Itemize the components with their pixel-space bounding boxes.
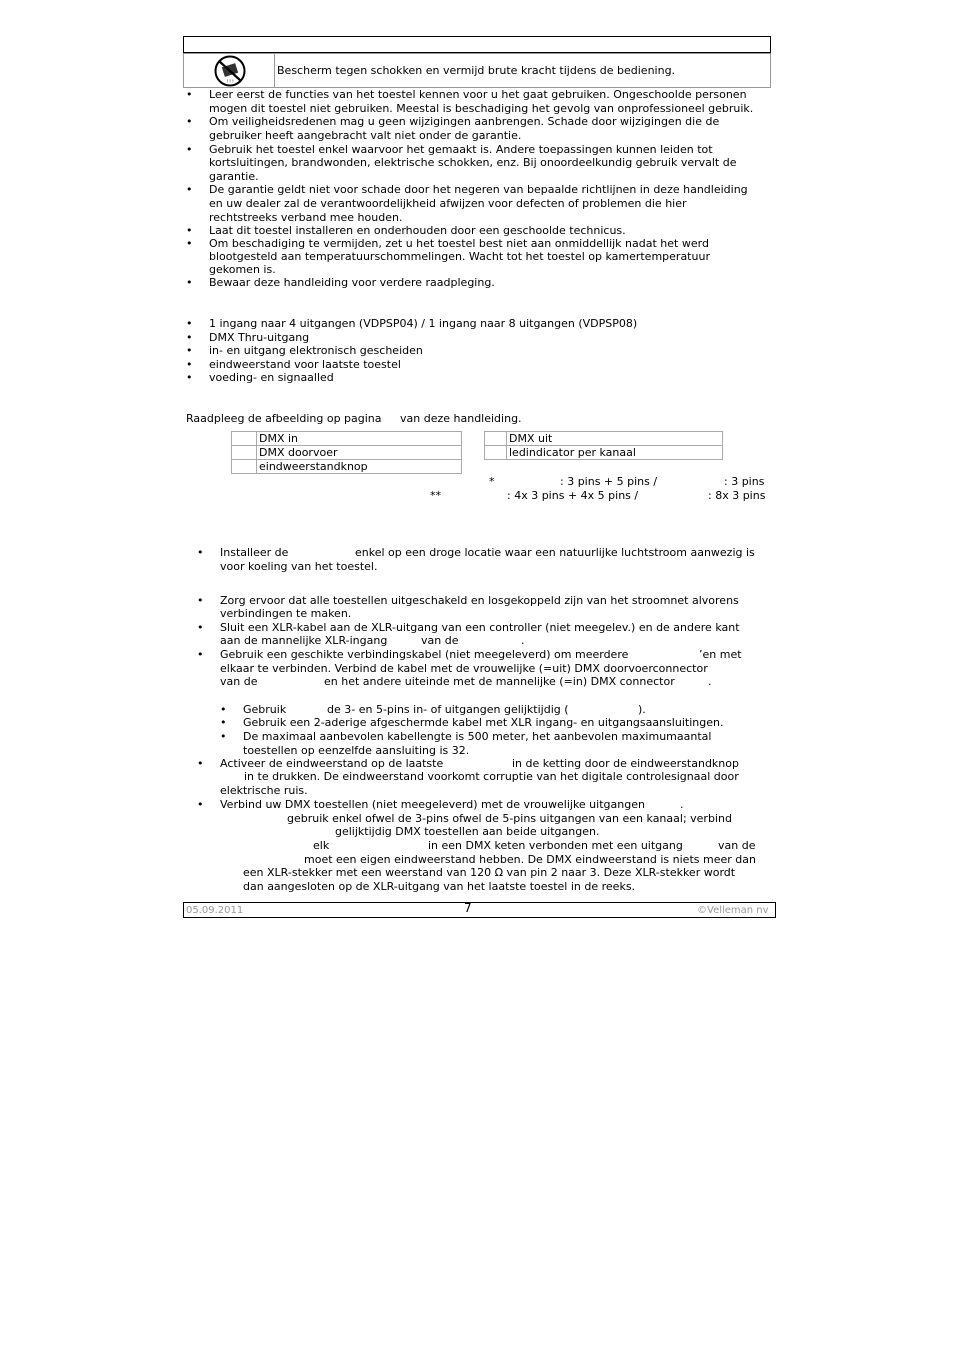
overview-label: DMX uit <box>509 432 553 445</box>
no-shock-icon <box>213 55 247 87</box>
safety-line: garantie. <box>209 170 259 183</box>
connect-text: een XLR-stekker met een weerstand van 120 Ω van pin 2 naar 3. Deze XLR-stekker wordt <box>243 866 736 879</box>
warning-text: Bescherm tegen schokken en vermijd brute kracht tijdens de bediening. <box>277 64 676 77</box>
connect-text: in de ketting door de eindweerstandknop <box>512 757 739 770</box>
safety-line: Bewaar deze handleiding voor verdere raadpleging. <box>209 276 495 289</box>
connect-text: Gebruik een geschikte verbindingskabel (niet meegeleverd) om meerdere <box>220 648 629 661</box>
overview-label: ledindicator per kanaal <box>509 446 636 459</box>
connect-text: dan aangesloten op de XLR-uitgang van het laatste toestel in de reeks. <box>243 880 636 893</box>
connect-text: elkaar te verbinden. Verbind de kabel met de vrouwelijke (=uit) DMX doorvoerconnector <box>220 662 708 675</box>
connect-text: ’en met <box>699 648 742 661</box>
note-text: : 8x 3 pins <box>708 489 766 502</box>
header-bar <box>183 36 771 53</box>
connect-text: Sluit een XLR-kabel aan de XLR-uitgang van een controller (niet meegelev.) en de andere kant <box>220 621 740 634</box>
note-mark: * <box>489 475 495 488</box>
connect-text: Activeer de eindweerstand op de laatste <box>220 757 444 770</box>
safety-line: Om veiligheidsredenen mag u geen wijzigingen aanbrengen. Schade door wijzigingen die de <box>209 115 720 128</box>
install-text: enkel op een droge locatie waar een natuurlijke luchtstroom aanwezig is <box>355 546 755 559</box>
note-mark: ** <box>430 489 441 502</box>
connect-text: gebruik enkel ofwel de 3-pins ofwel de 5-pins uitgangen van een kanaal; verbind <box>287 812 732 825</box>
install-text: voor koeling van het toestel. <box>220 560 378 573</box>
warning-divider <box>274 53 275 88</box>
connect-sub: Gebruik een 2-aderige afgeschermde kabel met XLR ingang- en uitgangsaansluitingen. <box>243 716 724 729</box>
connect-text: van de <box>718 839 756 852</box>
safety-line: Laat dit toestel installeren en onderhouden door een geschoolde technicus. <box>209 224 626 237</box>
connect-text: elektrische ruis. <box>220 784 308 797</box>
footer-bar <box>183 902 776 918</box>
connect-text: in een DMX keten verbonden met een uitgang <box>428 839 683 852</box>
connect-sub: De maximaal aanbevolen kabellengte is 500 meter, het aanbevolen maximumaantal <box>243 730 712 743</box>
note-text: : 3 pins <box>724 475 765 488</box>
overview-label: DMX in <box>259 432 299 445</box>
install-text: Installeer de <box>220 546 289 559</box>
safety-line: blootgesteld aan temperatuurschommelingen. Wacht tot het toestel op kamertemperatuur <box>209 250 710 263</box>
safety-line: De garantie geldt niet voor schade door het negeren van bepaalde richtlijnen in deze handleiding <box>209 183 748 196</box>
connect-text: van de <box>220 675 258 688</box>
note-text: : 3 pins + 5 pins / <box>560 475 658 488</box>
safety-line: gebruiker heeft aangebracht valt niet onder de garantie. <box>209 129 522 142</box>
note-text: : 4x 3 pins + 4x 5 pins / <box>507 489 639 502</box>
overview-label: eindweerstandknop <box>259 460 368 473</box>
connect-text: Zorg ervoor dat alle toestellen uitgeschakeld en losgekoppeld zijn van het stroomnet alvorens <box>220 594 739 607</box>
feature-item: in- en uitgang elektronisch gescheiden <box>209 344 423 357</box>
connect-text: elk <box>313 839 330 852</box>
safety-line: rechtstreeks verband mee houden. <box>209 211 403 224</box>
connect-sub: Gebruik <box>243 703 287 716</box>
connect-text: van de <box>421 634 459 647</box>
connect-text: en het andere uiteinde met de mannelijke (=in) DMX connector <box>324 675 675 688</box>
safety-line: Gebruik het toestel enkel waarvoor het gemaakt is. Andere toepassingen kunnen leiden tot <box>209 143 713 156</box>
footer-date: 05.09.2011 <box>186 905 244 916</box>
feature-item: 1 ingang naar 4 uitgangen (VDPSP04) / 1 ingang naar 8 uitgangen (VDPSP08) <box>209 317 638 330</box>
footer-company: ©Velleman nv <box>697 905 769 916</box>
svg-text:! ! !: ! ! ! <box>226 79 234 84</box>
connect-text: . <box>680 798 684 811</box>
connect-sub: toestellen op eenzelfde aansluiting is 32. <box>243 744 470 757</box>
feature-item: eindweerstand voor laatste toestel <box>209 358 401 371</box>
feature-item: DMX Thru-uitgang <box>209 331 310 344</box>
overview-intro: Raadpleeg de afbeelding op pagina <box>186 412 382 425</box>
connect-text: in te drukken. De eindweerstand voorkomt corruptie van het digitale controlesignaal door <box>244 770 739 783</box>
feature-item: voeding- en signaalled <box>209 371 334 384</box>
safety-line: Leer eerst de functies van het toestel kennen voor u het gaat gebruiken. Ongeschoolde personen <box>209 88 747 101</box>
safety-line: gekomen is. <box>209 263 276 276</box>
connect-text: moet een eigen eindweerstand hebben. De DMX eindweerstand is niets meer dan <box>304 853 756 866</box>
safety-line: Om beschadiging te vermijden, zet u het toestel best niet aan onmiddellijk nadat het werd <box>209 237 709 250</box>
connect-text: gelijktijdig DMX toestellen aan beide uitgangen. <box>335 825 600 838</box>
safety-line: en uw dealer zal de verantwoordelijkheid afwijzen voor defecten of problemen die hier <box>209 197 687 210</box>
overview-intro-end: van deze handleiding. <box>400 412 522 425</box>
connect-text: Verbind uw DMX toestellen (niet meegeleverd) met de vrouwelijke uitgangen <box>220 798 645 811</box>
safety-line: mogen dit toestel niet gebruiken. Meestal is beschadiging het gevolg van onprofessioneel gebruik. <box>209 102 754 115</box>
safety-line: kortsluitingen, brandwonden, elektrische schokken, enz. Bij onoordeelkundig gebruik vervalt de <box>209 156 737 169</box>
connect-sub: ). <box>638 703 646 716</box>
page-number: 7 <box>464 901 472 915</box>
connect-text: . <box>521 634 525 647</box>
overview-label: DMX doorvoer <box>259 446 338 459</box>
connect-text: aan de mannelijke XLR-ingang <box>220 634 388 647</box>
connect-text: verbindingen te maken. <box>220 607 352 620</box>
connect-text: . <box>708 675 712 688</box>
connect-sub: de 3- en 5-pins in- of uitgangen gelijktijdig ( <box>327 703 569 716</box>
